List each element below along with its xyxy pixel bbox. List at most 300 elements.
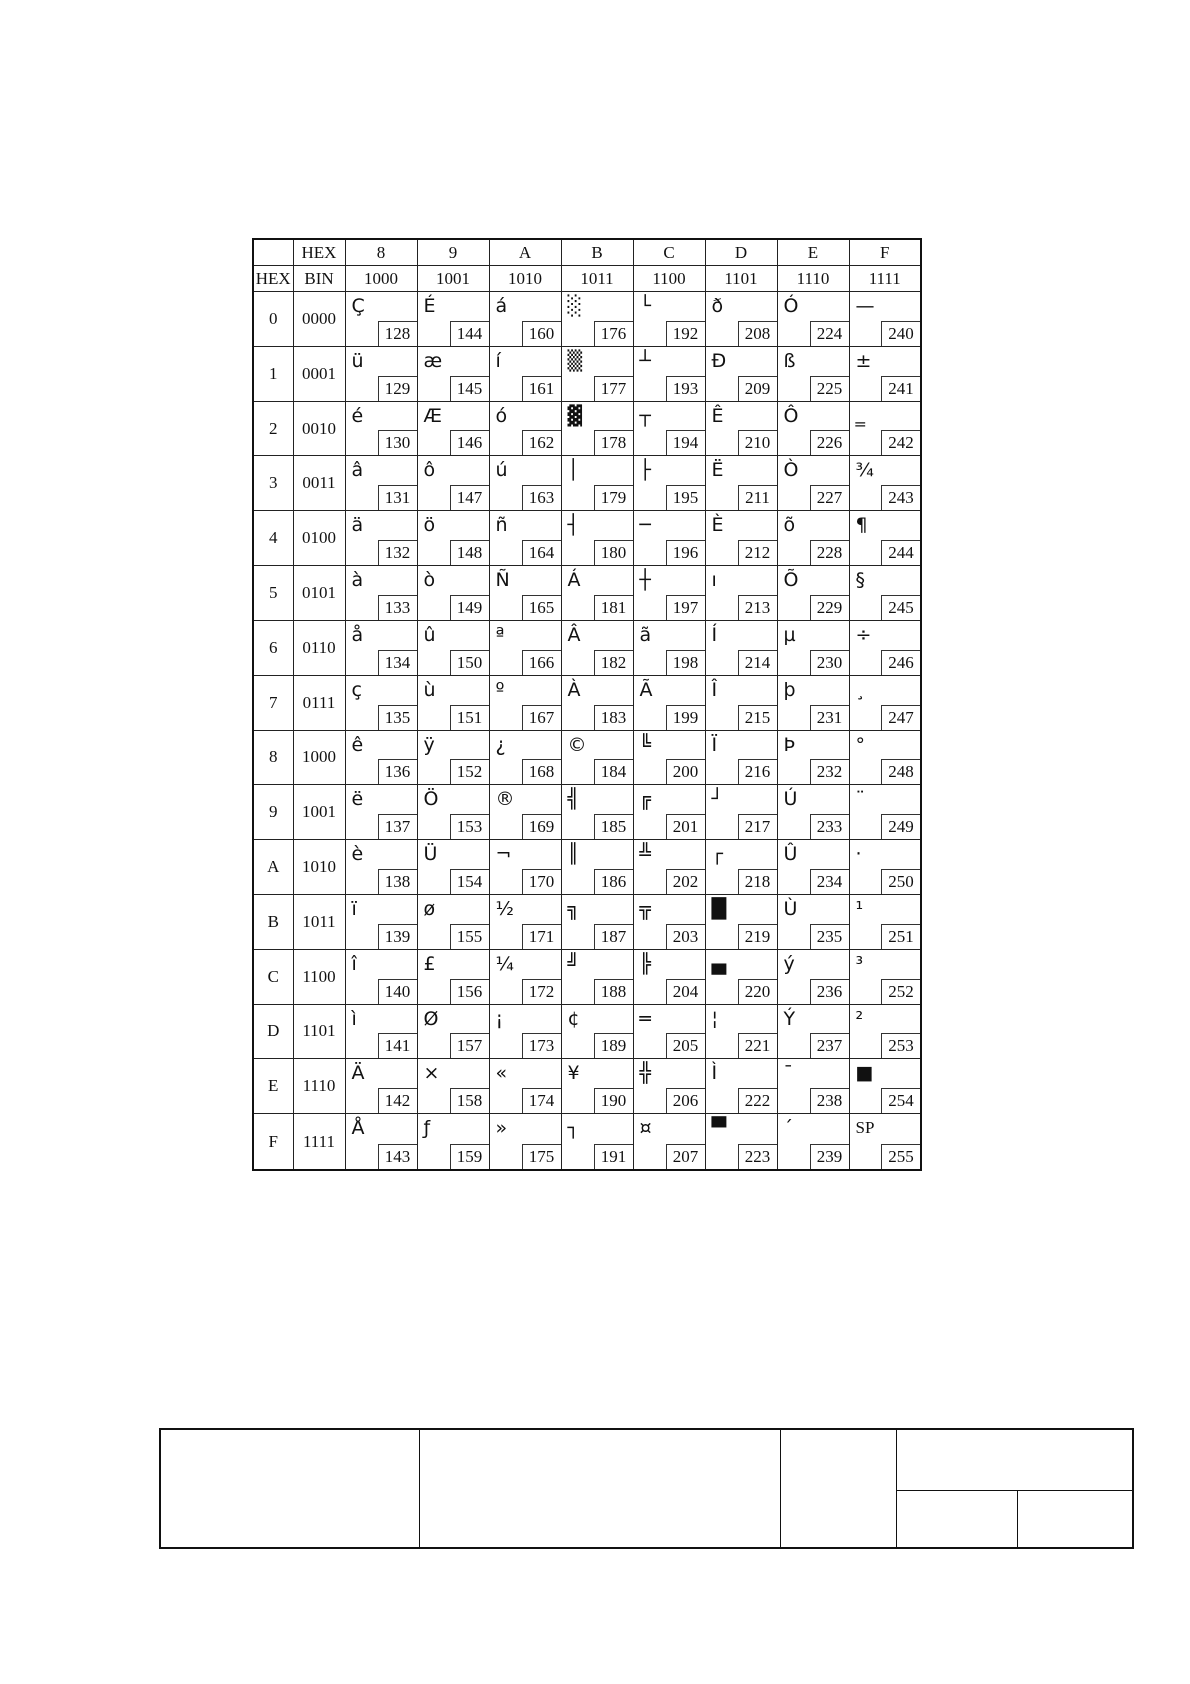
title-block-divider bbox=[419, 1430, 420, 1547]
decimal-code: 168 bbox=[522, 759, 561, 784]
decimal-code: 218 bbox=[738, 869, 777, 894]
character-glyph: Ì bbox=[711, 1062, 718, 1085]
column-hex-header: 9 bbox=[417, 239, 489, 266]
character-glyph: ║ bbox=[567, 843, 579, 866]
character-glyph: É bbox=[423, 295, 436, 317]
character-glyph: ¡ bbox=[495, 1007, 504, 1030]
decimal-code: 198 bbox=[666, 650, 705, 675]
character-cell bbox=[777, 894, 849, 949]
character-glyph: å bbox=[351, 623, 364, 646]
character-cell bbox=[849, 401, 921, 456]
character-cell bbox=[705, 785, 777, 840]
decimal-code: 149 bbox=[450, 595, 489, 620]
character-cell bbox=[777, 456, 849, 511]
table-row bbox=[253, 894, 921, 949]
header-row-bin bbox=[253, 266, 921, 292]
decimal-code: 249 bbox=[881, 814, 920, 839]
decimal-code: 129 bbox=[378, 376, 417, 401]
column-hex-header: C bbox=[633, 239, 705, 266]
character-glyph: ı bbox=[711, 569, 717, 592]
row-bin-header: 0110 bbox=[293, 620, 345, 675]
title-block-divider bbox=[1017, 1490, 1018, 1547]
character-code-table bbox=[252, 238, 922, 1171]
character-cell bbox=[561, 620, 633, 675]
character-glyph: ³ bbox=[855, 952, 864, 975]
character-cell bbox=[633, 840, 705, 895]
decimal-code: 174 bbox=[522, 1088, 561, 1113]
character-cell bbox=[777, 1004, 849, 1059]
character-cell bbox=[489, 346, 561, 401]
decimal-code: 140 bbox=[378, 979, 417, 1004]
character-cell bbox=[561, 949, 633, 1004]
character-glyph: Û bbox=[783, 843, 798, 866]
table-row bbox=[253, 1059, 921, 1114]
decimal-code: 206 bbox=[666, 1088, 705, 1113]
row-bin-header: 1100 bbox=[293, 949, 345, 1004]
character-cell bbox=[489, 456, 561, 511]
character-glyph: º bbox=[495, 678, 505, 701]
decimal-code: 133 bbox=[378, 595, 417, 620]
character-glyph: ▀ bbox=[711, 1117, 727, 1140]
decimal-code: 171 bbox=[522, 924, 561, 949]
character-cell bbox=[489, 1004, 561, 1059]
row-hex-header: 2 bbox=[253, 401, 293, 456]
decimal-code: 155 bbox=[450, 924, 489, 949]
column-hex-header: B bbox=[561, 239, 633, 266]
character-glyph: ╝ bbox=[567, 952, 579, 975]
character-cell bbox=[417, 511, 489, 566]
character-glyph: ÷ bbox=[855, 623, 872, 646]
character-glyph: Æ bbox=[423, 404, 443, 427]
character-cell bbox=[345, 1004, 417, 1059]
character-cell bbox=[561, 894, 633, 949]
character-glyph: ├ bbox=[639, 459, 651, 482]
character-cell bbox=[345, 675, 417, 730]
column-bin-header: 1011 bbox=[561, 266, 633, 292]
decimal-code: 165 bbox=[522, 595, 561, 620]
decimal-code: 137 bbox=[378, 814, 417, 839]
decimal-code: 128 bbox=[378, 321, 417, 346]
decimal-code: 185 bbox=[594, 814, 633, 839]
character-cell bbox=[489, 675, 561, 730]
decimal-code: 153 bbox=[450, 814, 489, 839]
table-row bbox=[253, 456, 921, 511]
decimal-code: 245 bbox=[881, 595, 920, 620]
table-row bbox=[253, 620, 921, 675]
decimal-code: 193 bbox=[666, 376, 705, 401]
decimal-code: 222 bbox=[738, 1088, 777, 1113]
decimal-code: 150 bbox=[450, 650, 489, 675]
character-code-table-body bbox=[253, 239, 921, 1170]
decimal-code: 154 bbox=[450, 869, 489, 894]
decimal-code: 176 bbox=[594, 321, 633, 346]
character-cell bbox=[345, 894, 417, 949]
decimal-code: 197 bbox=[666, 595, 705, 620]
row-hex-header: 4 bbox=[253, 511, 293, 566]
character-glyph: ç bbox=[351, 678, 362, 701]
table-row bbox=[253, 566, 921, 621]
character-glyph: ¿ bbox=[495, 733, 506, 756]
decimal-code: 233 bbox=[810, 814, 849, 839]
decimal-code: 141 bbox=[378, 1033, 417, 1058]
character-glyph: Ñ bbox=[495, 569, 510, 592]
character-cell bbox=[705, 620, 777, 675]
row-bin-header: 0001 bbox=[293, 346, 345, 401]
table-row bbox=[253, 840, 921, 895]
character-cell bbox=[705, 346, 777, 401]
character-glyph: ╗ bbox=[567, 897, 579, 920]
decimal-code: 213 bbox=[738, 595, 777, 620]
character-glyph: ┘ bbox=[711, 788, 723, 811]
character-glyph: ═ bbox=[639, 1007, 651, 1030]
decimal-code: 188 bbox=[594, 979, 633, 1004]
character-glyph: Ò bbox=[783, 459, 799, 482]
decimal-code: 252 bbox=[881, 979, 920, 1004]
decimal-code: 254 bbox=[881, 1088, 920, 1113]
character-cell bbox=[633, 785, 705, 840]
character-cell bbox=[849, 511, 921, 566]
decimal-code: 241 bbox=[881, 376, 920, 401]
decimal-code: 248 bbox=[881, 759, 920, 784]
character-cell bbox=[345, 840, 417, 895]
character-cell bbox=[633, 1004, 705, 1059]
character-cell bbox=[417, 1114, 489, 1170]
character-glyph: ƒ bbox=[423, 1117, 431, 1140]
character-glyph: ▄ bbox=[711, 952, 727, 975]
column-bin-header: 1010 bbox=[489, 266, 561, 292]
character-glyph: ╩ bbox=[639, 843, 651, 866]
column-bin-header: 1101 bbox=[705, 266, 777, 292]
character-cell bbox=[561, 511, 633, 566]
character-glyph: ┬ bbox=[639, 404, 651, 427]
row-bin-header: 0101 bbox=[293, 566, 345, 621]
row-hex-header: A bbox=[253, 840, 293, 895]
decimal-code: 194 bbox=[666, 430, 705, 455]
decimal-code: 167 bbox=[522, 705, 561, 730]
decimal-code: 163 bbox=[522, 485, 561, 510]
character-glyph: ì bbox=[351, 1007, 357, 1030]
decimal-code: 132 bbox=[378, 540, 417, 565]
decimal-code: 232 bbox=[810, 759, 849, 784]
character-cell bbox=[777, 1059, 849, 1114]
character-glyph: ê bbox=[351, 733, 364, 756]
character-glyph: Ê bbox=[711, 404, 724, 427]
decimal-code: 131 bbox=[378, 485, 417, 510]
decimal-code: 192 bbox=[666, 321, 705, 346]
character-cell bbox=[849, 675, 921, 730]
character-cell bbox=[345, 511, 417, 566]
character-cell bbox=[345, 566, 417, 621]
character-cell bbox=[489, 401, 561, 456]
decimal-code: 130 bbox=[378, 430, 417, 455]
character-cell bbox=[849, 840, 921, 895]
character-glyph: Â bbox=[567, 623, 581, 646]
character-cell bbox=[849, 894, 921, 949]
character-glyph: ╬ bbox=[639, 1062, 651, 1085]
character-glyph: Í bbox=[711, 623, 718, 646]
decimal-code: 227 bbox=[810, 485, 849, 510]
character-cell bbox=[417, 730, 489, 785]
character-cell bbox=[489, 511, 561, 566]
decimal-code: 177 bbox=[594, 376, 633, 401]
decimal-code: 210 bbox=[738, 430, 777, 455]
character-glyph: Ù bbox=[783, 897, 798, 920]
character-cell bbox=[345, 949, 417, 1004]
row-bin-header: 0011 bbox=[293, 456, 345, 511]
column-bin-header: 1000 bbox=[345, 266, 417, 292]
row-hex-header: C bbox=[253, 949, 293, 1004]
character-glyph: ¼ bbox=[495, 952, 514, 975]
character-glyph: ò bbox=[423, 569, 436, 592]
character-cell bbox=[561, 566, 633, 621]
decimal-code: 231 bbox=[810, 705, 849, 730]
character-cell bbox=[849, 1059, 921, 1114]
character-glyph: Ð bbox=[711, 349, 727, 372]
character-glyph: Å bbox=[351, 1117, 365, 1140]
character-cell bbox=[561, 292, 633, 347]
character-glyph: Ä bbox=[351, 1062, 365, 1085]
character-glyph: └ bbox=[639, 295, 651, 317]
row-hex-header: 0 bbox=[253, 292, 293, 347]
character-cell bbox=[345, 346, 417, 401]
character-cell bbox=[705, 675, 777, 730]
character-glyph: ñ bbox=[495, 514, 508, 537]
decimal-code: 220 bbox=[738, 979, 777, 1004]
decimal-code: 251 bbox=[881, 924, 920, 949]
character-cell bbox=[777, 401, 849, 456]
character-glyph: Ú bbox=[783, 788, 798, 811]
column-hex-header: F bbox=[849, 239, 921, 266]
character-cell bbox=[633, 456, 705, 511]
character-glyph: ª bbox=[495, 623, 505, 646]
character-glyph: ¯ bbox=[783, 1062, 793, 1085]
decimal-code: 173 bbox=[522, 1033, 561, 1058]
character-cell bbox=[705, 840, 777, 895]
character-glyph: ï bbox=[351, 897, 357, 920]
column-hex-header: D bbox=[705, 239, 777, 266]
table-row bbox=[253, 675, 921, 730]
decimal-code: 166 bbox=[522, 650, 561, 675]
decimal-code: 214 bbox=[738, 650, 777, 675]
title-block-divider bbox=[896, 1490, 1132, 1491]
character-glyph: ┌ bbox=[711, 843, 723, 866]
row-hex-header: 5 bbox=[253, 566, 293, 621]
character-cell bbox=[849, 1004, 921, 1059]
character-cell bbox=[345, 730, 417, 785]
character-cell bbox=[849, 292, 921, 347]
character-cell bbox=[849, 346, 921, 401]
decimal-code: 146 bbox=[450, 430, 489, 455]
character-cell bbox=[417, 949, 489, 1004]
character-glyph: ■ bbox=[855, 1062, 874, 1085]
decimal-code: 228 bbox=[810, 540, 849, 565]
character-glyph: ÿ bbox=[423, 733, 435, 756]
decimal-code: 160 bbox=[522, 321, 561, 346]
decimal-code: 199 bbox=[666, 705, 705, 730]
character-glyph: Ý bbox=[783, 1007, 796, 1030]
character-cell bbox=[849, 949, 921, 1004]
character-cell bbox=[705, 566, 777, 621]
character-cell bbox=[849, 730, 921, 785]
character-cell bbox=[561, 730, 633, 785]
corner-hex-label: HEX bbox=[293, 239, 345, 266]
character-glyph: ▓ bbox=[567, 404, 583, 427]
character-cell bbox=[345, 785, 417, 840]
character-cell bbox=[345, 1059, 417, 1114]
character-cell bbox=[777, 292, 849, 347]
character-cell bbox=[633, 1114, 705, 1170]
character-glyph: « bbox=[495, 1062, 508, 1085]
character-glyph: á bbox=[495, 295, 508, 317]
character-cell bbox=[561, 346, 633, 401]
character-cell bbox=[489, 566, 561, 621]
character-glyph: ú bbox=[495, 459, 508, 482]
character-cell bbox=[489, 620, 561, 675]
character-cell bbox=[489, 1114, 561, 1170]
decimal-code: 230 bbox=[810, 650, 849, 675]
character-glyph: Ã bbox=[639, 678, 653, 701]
character-cell bbox=[489, 894, 561, 949]
decimal-code: 182 bbox=[594, 650, 633, 675]
character-glyph: è bbox=[351, 843, 364, 866]
decimal-code: 242 bbox=[881, 430, 920, 455]
character-glyph: ¥ bbox=[567, 1062, 580, 1085]
decimal-code: 161 bbox=[522, 376, 561, 401]
character-glyph: £ bbox=[423, 952, 436, 975]
column-hex-header: A bbox=[489, 239, 561, 266]
character-cell bbox=[633, 675, 705, 730]
decimal-code: 183 bbox=[594, 705, 633, 730]
character-glyph: — bbox=[855, 295, 875, 317]
row-bin-header: 1011 bbox=[293, 894, 345, 949]
decimal-code: 195 bbox=[666, 485, 705, 510]
character-cell bbox=[417, 675, 489, 730]
character-glyph: ─ bbox=[639, 514, 651, 537]
table-row bbox=[253, 292, 921, 347]
row-hex-header: F bbox=[253, 1114, 293, 1170]
decimal-code: 253 bbox=[881, 1033, 920, 1058]
character-cell bbox=[561, 456, 633, 511]
character-cell bbox=[777, 730, 849, 785]
character-cell bbox=[417, 840, 489, 895]
column-bin-header: 1111 bbox=[849, 266, 921, 292]
character-cell bbox=[705, 949, 777, 1004]
character-glyph: ô bbox=[423, 459, 436, 482]
character-glyph: æ bbox=[423, 349, 443, 372]
decimal-code: 208 bbox=[738, 321, 777, 346]
decimal-code: 212 bbox=[738, 540, 777, 565]
character-glyph: · bbox=[855, 843, 862, 866]
character-glyph: ½ bbox=[495, 897, 514, 920]
character-cell bbox=[777, 840, 849, 895]
header-row-hex bbox=[253, 239, 921, 266]
row-bin-header: 1000 bbox=[293, 730, 345, 785]
table-row bbox=[253, 346, 921, 401]
title-block-divider bbox=[896, 1430, 897, 1547]
character-glyph: ┐ bbox=[567, 1117, 579, 1140]
decimal-code: 215 bbox=[738, 705, 777, 730]
row-hex-label: HEX bbox=[253, 266, 293, 292]
character-glyph: Ë bbox=[711, 459, 724, 482]
row-hex-header: B bbox=[253, 894, 293, 949]
character-glyph: ┼ bbox=[639, 569, 651, 592]
character-glyph: ╣ bbox=[567, 788, 579, 811]
character-cell bbox=[777, 675, 849, 730]
decimal-code: 240 bbox=[881, 321, 920, 346]
character-glyph: ¨ bbox=[855, 788, 865, 811]
character-glyph: ┤ bbox=[567, 514, 579, 537]
character-cell bbox=[633, 949, 705, 1004]
decimal-code: 181 bbox=[594, 595, 633, 620]
row-hex-header: E bbox=[253, 1059, 293, 1114]
decimal-code: 152 bbox=[450, 759, 489, 784]
row-bin-header: 0100 bbox=[293, 511, 345, 566]
character-cell bbox=[777, 511, 849, 566]
character-glyph: þ bbox=[783, 678, 796, 701]
character-glyph: ¢ bbox=[567, 1007, 580, 1030]
character-cell bbox=[345, 620, 417, 675]
character-glyph: ¬ bbox=[495, 843, 512, 866]
character-glyph: ® bbox=[495, 788, 515, 811]
column-hex-header: 8 bbox=[345, 239, 417, 266]
corner-blank bbox=[253, 239, 293, 266]
character-glyph: µ bbox=[783, 623, 796, 646]
character-glyph: À bbox=[567, 678, 581, 701]
character-glyph: ² bbox=[855, 1007, 864, 1030]
character-cell bbox=[489, 292, 561, 347]
decimal-code: 255 bbox=[881, 1144, 920, 1169]
character-cell bbox=[777, 566, 849, 621]
decimal-code: 147 bbox=[450, 485, 489, 510]
character-cell bbox=[705, 1059, 777, 1114]
decimal-code: 234 bbox=[810, 869, 849, 894]
decimal-code: 246 bbox=[881, 650, 920, 675]
decimal-code: 157 bbox=[450, 1033, 489, 1058]
character-cell bbox=[561, 1004, 633, 1059]
character-cell bbox=[705, 730, 777, 785]
character-glyph: ¦ bbox=[711, 1007, 718, 1030]
character-glyph: Ï bbox=[711, 733, 718, 756]
character-glyph: ã bbox=[639, 623, 652, 646]
decimal-code: 236 bbox=[810, 979, 849, 1004]
character-glyph: ó bbox=[495, 404, 508, 427]
character-cell bbox=[849, 456, 921, 511]
decimal-code: 148 bbox=[450, 540, 489, 565]
character-glyph: ä bbox=[351, 514, 364, 537]
character-cell bbox=[417, 566, 489, 621]
character-glyph: ù bbox=[423, 678, 436, 701]
character-glyph: ╚ bbox=[639, 733, 651, 756]
decimal-code: 143 bbox=[378, 1144, 417, 1169]
decimal-code: 151 bbox=[450, 705, 489, 730]
decimal-code: 189 bbox=[594, 1033, 633, 1058]
row-hex-header: 1 bbox=[253, 346, 293, 401]
row-bin-header: 0111 bbox=[293, 675, 345, 730]
decimal-code: 225 bbox=[810, 376, 849, 401]
row-bin-header: 1101 bbox=[293, 1004, 345, 1059]
decimal-code: 170 bbox=[522, 869, 561, 894]
table-row bbox=[253, 1004, 921, 1059]
character-cell bbox=[561, 401, 633, 456]
table-row bbox=[253, 1114, 921, 1170]
decimal-code: 223 bbox=[738, 1144, 777, 1169]
character-cell bbox=[633, 292, 705, 347]
decimal-code: 202 bbox=[666, 869, 705, 894]
character-cell bbox=[417, 292, 489, 347]
decimal-code: 142 bbox=[378, 1088, 417, 1113]
character-glyph: ´ bbox=[783, 1117, 793, 1140]
table-row bbox=[253, 785, 921, 840]
